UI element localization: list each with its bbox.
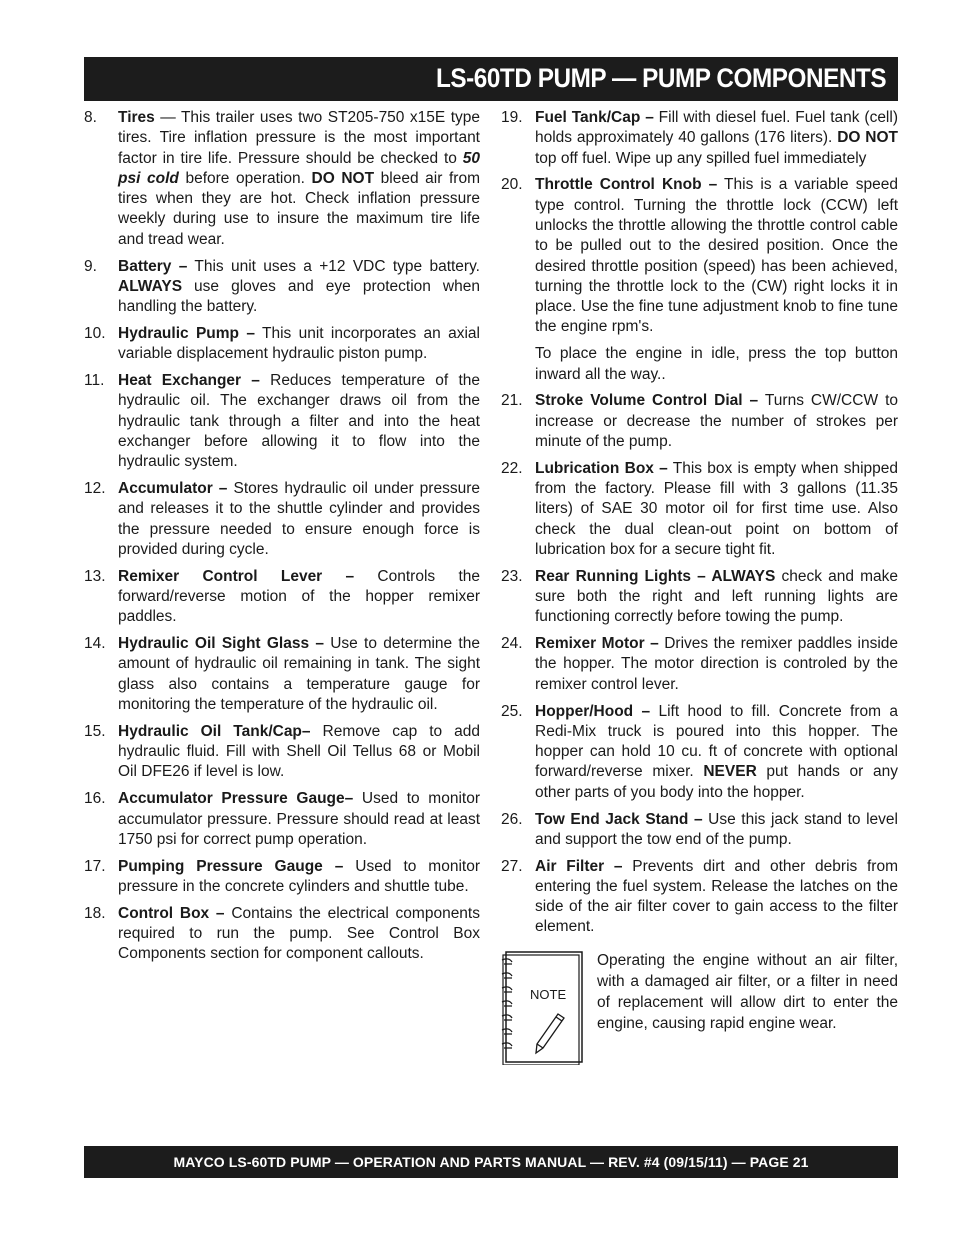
item-label: Remixer Control Lever – [118,567,355,585]
list-item [84,567,480,628]
item-text: Fill with diesel fuel. Fuel tank (cell) holds approximately 40 gallons (176 liters). [535,109,898,147]
item-number: 26. [501,810,523,828]
note-block [501,950,898,1065]
item-number: 22. [501,459,523,477]
item-text: Used to monitor pressure in the concrete cylinders and shuttle tube. [118,857,480,895]
item-label: Hydraulic Oil Tank/Cap– [118,722,311,740]
item-warning: DO NOT [311,169,375,187]
item-number: 18. [84,904,106,922]
item-text: Used to monitor accumulator pressure. Pressure should read at least 1750 psi for correct pump operation. [118,790,480,848]
item-number: 21. [501,392,523,410]
item-label: Stroke Volume Control Dial – [535,392,759,410]
item-text: top off fuel. Wipe up any spilled fuel immediately [535,149,867,167]
item-text: Stores hydraulic oil under pressure and releases it to the shuttle cylinder and provides the pressure needed to ensure enough force is provided during cycle. [118,480,480,558]
item-label: Lubrication Box – [535,459,668,477]
list-item [501,702,898,803]
item-label: Tires [118,109,155,126]
item-text: put hands or any other parts of you body into the hopper. [535,763,898,801]
list-item [501,857,898,938]
item-text: Drives the remixer paddles inside the hopper. The motor direction is controled by the remixer control lever. [535,635,898,693]
idle-instruction: To place the engine in idle, press the top button inward all the way.. [535,345,898,383]
item-text: — This trailer uses two ST205-750 x15E type tires. Tire inflation pressure is the most important factor in tire life. Pressure should be checked to [118,109,480,167]
list-item [84,634,480,715]
item-label: Battery – [118,257,188,275]
item-text: bleed air from tires when they are hot. Check inflation pressure weekly during use to insure the maximum tire life and tread wear. [118,169,480,248]
item-number: 17. [84,857,106,875]
item-label: Pumping Pressure Gauge – [118,857,344,875]
item-number: 12. [84,480,106,498]
footer-bar [84,1146,898,1178]
list-item [84,789,480,850]
item-label: Throttle Control Knob – [535,176,718,194]
item-label: Accumulator Pressure Gauge– [118,790,354,808]
list-item [84,324,480,365]
item-number: 20. [501,176,523,194]
list-item [84,371,480,472]
item-text: Controls the forward/reverse motion of the hopper remixer paddles. [118,567,480,626]
item-warning: ALWAYS [118,277,183,295]
item-label: Rear Running Lights – ALWAYS [535,567,776,585]
item-label: Tow End Jack Stand – [535,810,703,828]
item-number: 19. [501,109,523,126]
footer-text: MAYCO LS-60TD PUMP — OPERATION AND PARTS MANUAL — REV. #4 (09/15/11) — PAGE 21 [173,1154,809,1170]
list-item [84,479,480,560]
item-label: Hydraulic Oil Sight Glass – [118,635,324,653]
item-label: Heat Exchanger – [118,372,260,390]
item-text: This unit uses a +12 VDC type battery. [187,257,480,275]
item-text: Lift hood to fill. Concrete from a Redi-Mix truck is poured into this hopper. The hopper can hold 10 cu. ft of concrete with optional forward/reverse mixer. [535,702,898,781]
item-number: 9. [84,257,97,275]
list-item [84,722,480,783]
item-number: 16. [84,790,106,808]
item-text: This unit incorporates an axial variable displacement hydraulic piston pump. [118,324,480,363]
item-warning: DO NOT [837,129,898,147]
item-text: This box is empty when shipped from the factory. Please fill with 3 gallons (11.35 liters) of SAE 30 motor oil for first time use. Also check the dual clean-out point on bottom of lubrication box for a secure tight fit. [535,459,898,558]
item-warning: NEVER [703,763,757,781]
list-item [84,108,480,250]
item-text: Contains the electrical components required to run the pump. See Control Box Components section for component callouts. [118,904,480,963]
item-number: 10. [84,324,106,342]
item-label: Air Filter – [535,857,623,875]
notepad-icon [501,950,585,1065]
item-text: This is a variable speed type control. Turning the throttle lock (CCW) left unlocks the throttle allowing the throttle control cable to be pulled out to the desired position. Once the desired throttle position (speed) has been achieved, turning the throttle lock to the (CW) right locks it in place. Use the fine tune adjustment knob to fine tune the engine rpm's. [535,176,898,336]
list-item [501,634,898,695]
item-label: Hopper/Hood – [535,702,651,720]
item-emphasis: 50 psi cold [118,149,480,187]
list-item [84,904,480,965]
item-text: Turns CW/CCW to increase or decrease the number of strokes per minute of the pump. [535,392,898,450]
item-number: 11. [84,372,105,390]
page-title: LS-60TD PUMP — PUMP COMPONENTS [435,63,886,93]
item-number: 14. [84,635,106,653]
item-text: Reduces temperature of the hydraulic oil. The exchanger draws oil from the hydraulic tank through a filter and into the heat exchanger before allowing it to flow into the hydraulic system. [118,372,480,471]
list-item [84,257,480,318]
item-label: Remixer Motor – [535,635,659,653]
item-number: 8. [84,109,97,126]
item-text: Prevents dirt and other debris from entering the fuel system. Release the latches on the side of the air filter cover to gain access to the filter element. [535,857,898,936]
item-label: Accumulator – [118,480,228,498]
list-item [501,459,898,560]
item-number: 15. [84,722,106,740]
item-number: 13. [84,567,106,585]
item-text: Remove cap to add hydraulic fluid. Fill with Shell Oil Tellus 68 or Mobil Oil DFE26 if level is low. [118,722,480,781]
item-text: use gloves and eye protection when handling the battery. [118,277,480,316]
list-item [501,391,898,452]
item-text: Use to determine the amount of hydraulic oil remaining in tank. The sight glass also contains a temperature gauge for monitoring the temperature of the hydraulic oil. [118,635,480,714]
item-label: Fuel Tank/Cap – [535,109,654,126]
note-label: NOTE [530,986,567,1002]
list-item [501,567,898,628]
item-number: 25. [501,702,523,720]
item-text: check and make sure both the right and left running lights are functioning correctly before towing the pump. [535,567,898,626]
item-number: 24. [501,635,523,653]
note-text: Operating the engine without an air filter, with a damaged air filter, or a filter in need of replacement will allow dirt to enter the engine, causing rapid engine wear. [597,951,898,1032]
item-label: Hydraulic Pump – [118,324,255,342]
left-column [84,108,480,971]
header-bar [84,57,898,101]
item-text: before operation. [178,169,312,187]
right-column [501,108,898,1065]
item-label: Control Box – [118,904,225,922]
list-item [501,108,898,169]
list-item [84,857,480,898]
list-item [501,175,898,337]
item-text: Use this jack stand to level and support the tow end of the pump. [535,810,898,848]
list-item [501,810,898,851]
item-number: 23. [501,567,523,585]
item-number: 27. [501,857,523,875]
